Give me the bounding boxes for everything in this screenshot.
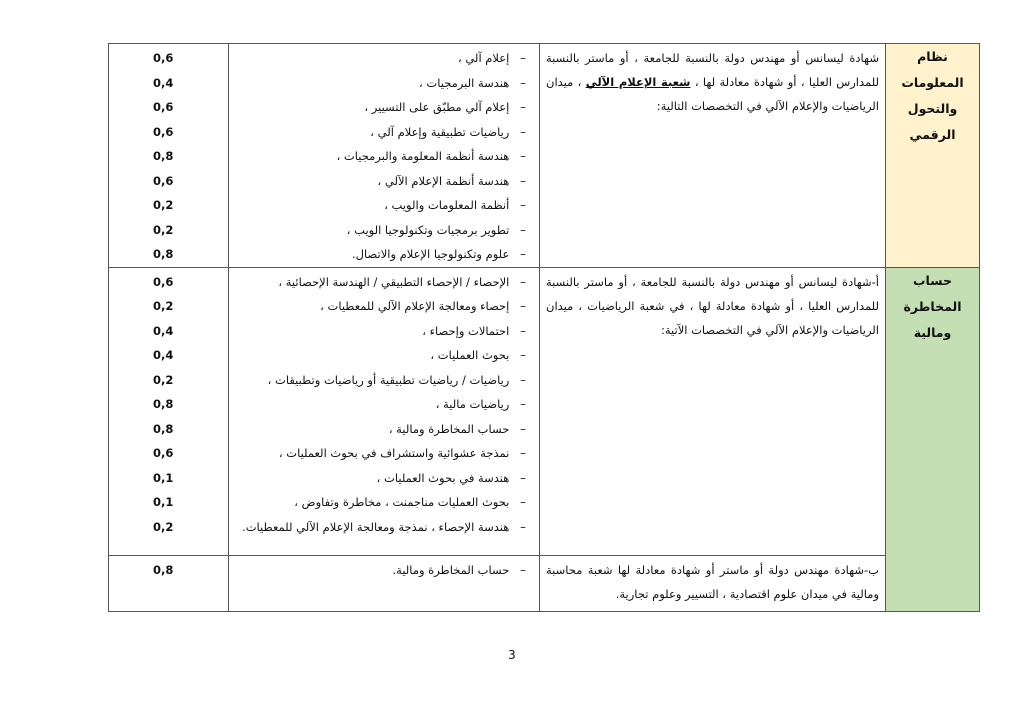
dash: – <box>520 124 526 139</box>
list-item <box>233 441 533 466</box>
coefficient: 0,8 <box>153 397 174 411</box>
specialty-cell <box>886 44 980 268</box>
list-item <box>233 193 533 218</box>
item-label: هندسة البرمجيات ، <box>419 75 510 90</box>
condition-cell <box>540 44 886 268</box>
coefficient-cell <box>109 555 229 611</box>
dash: – <box>520 274 526 289</box>
item-label: حساب المخاطرة ومالية ، <box>388 421 510 436</box>
dash: – <box>520 149 526 163</box>
coefficient: 0,6 <box>153 51 174 65</box>
coefficient: 0,6 <box>153 173 174 188</box>
specialty-name: حساب المخاطرة ومالية <box>903 272 962 340</box>
list-item <box>233 294 533 319</box>
list-item <box>233 558 533 583</box>
list-item <box>233 490 533 515</box>
list-item <box>233 392 533 417</box>
dash: – <box>520 75 526 90</box>
coefficient: 0,6 <box>153 274 174 289</box>
dash: – <box>520 247 526 261</box>
dash: – <box>520 421 526 436</box>
dash: – <box>520 470 526 485</box>
specialties-table <box>108 43 980 612</box>
dash: – <box>520 446 526 460</box>
coefficient: 0,4 <box>153 348 174 362</box>
coefficient: 0,8 <box>153 421 174 436</box>
dash: – <box>520 495 526 509</box>
coefficient-cell <box>109 44 229 268</box>
coefficient: 0,4 <box>153 75 174 90</box>
condition-text: أ-شهادة ليسانس أو مهندس دولة بالنسبة للجامعة ، أو ماستر بالنسبة للمدارس العليا ، أو شهادة معادلة لها ، في شعبة الرياضيات ، ميدان الرياضيات والإعلام الآلي في التخصصات الآتية: <box>546 274 879 337</box>
table-row <box>109 267 980 555</box>
item-label: رياضيات مالية ، <box>435 397 510 411</box>
table-row <box>109 555 980 611</box>
dash: – <box>520 51 526 65</box>
condition-highlight: شعبة الإعلام الآلي <box>585 75 691 89</box>
condition-part: شهادة ليسانس أو مهندس دولة بالنسبة للجامعة ، أو ماستر بالنسبة للمدارس العليا ، أو شهادة معادلة لها ، <box>546 51 879 89</box>
coefficient: 0,2 <box>153 299 174 313</box>
item-label: إعلام آلي مطبّق على التسيير ، <box>364 100 510 114</box>
dash: – <box>520 222 526 237</box>
item-label: بحوث العمليات مناجمنت ، مخاطرة وتفاوض ، <box>294 495 510 509</box>
coefficient: 0,2 <box>153 519 174 534</box>
condition-text: ب-شهادة مهندس دولة أو ماستر أو شهادة معادلة لها شعبة محاسبة ومالية في ميدان علوم اقتصادية ، التسيير وعلوم تجارية. <box>546 562 879 601</box>
list-item <box>233 144 533 169</box>
condition-cell <box>540 555 886 611</box>
list-item <box>233 368 533 393</box>
list-item <box>233 515 533 540</box>
items-cell <box>229 555 540 611</box>
item-label: بحوث العمليات ، <box>430 348 510 362</box>
table-row <box>109 44 980 268</box>
item-label: تطوير برمجيات وتكنولوجيا الويب ، <box>346 222 510 237</box>
coefficient: 0,8 <box>153 247 174 261</box>
dash: – <box>520 397 526 411</box>
coefficient: 0,1 <box>153 470 174 485</box>
dash: – <box>520 323 526 338</box>
dash: – <box>520 173 526 188</box>
list-item <box>233 95 533 120</box>
item-label: احتمالات وإحصاء ، <box>422 323 510 338</box>
dash: – <box>520 348 526 362</box>
dash: – <box>520 299 526 313</box>
page-number: 3 <box>508 648 516 662</box>
coefficient: 0,1 <box>153 495 174 509</box>
items-cell <box>229 267 540 555</box>
item-label: إعلام آلي ، <box>457 51 510 65</box>
list-item <box>233 169 533 194</box>
condition-cell <box>540 267 886 555</box>
list-item <box>233 417 533 442</box>
coefficient: 0,8 <box>153 149 174 163</box>
coefficient: 0,2 <box>153 372 174 387</box>
list-item <box>233 242 533 267</box>
item-label: حساب المخاطرة ومالية. <box>392 562 510 577</box>
dash: – <box>520 100 526 114</box>
item-label: أنظمة المعلومات والويب ، <box>384 198 510 212</box>
dash: – <box>520 519 526 534</box>
item-label: الإحصاء / الإحصاء التطبيقي / الهندسة الإحصائية ، <box>278 274 510 289</box>
coefficient: 0,6 <box>153 446 174 460</box>
dash: – <box>520 372 526 387</box>
items-cell <box>229 44 540 268</box>
item-label: هندسة أنظمة المعلومة والبرمجيات ، <box>336 149 510 163</box>
item-label: رياضيات تطبيقية وإعلام آلي ، <box>370 124 510 139</box>
list-item <box>233 218 533 243</box>
coefficient: 0,6 <box>153 100 174 114</box>
item-label: نمذجة عشوائية واستشراف في بحوث العمليات ، <box>278 446 510 460</box>
item-label: هندسة أنظمة الإعلام الآلي ، <box>377 173 510 188</box>
coefficient: 0,2 <box>153 222 174 237</box>
coefficient: 0,2 <box>153 198 174 212</box>
list-item <box>233 343 533 368</box>
item-label: هندسة الإحصاء ، نمذجة ومعالجة الإعلام الآلي للمعطيات. <box>242 519 510 534</box>
dash: – <box>520 198 526 212</box>
list-item <box>233 466 533 491</box>
list-item <box>233 270 533 295</box>
list-item <box>233 319 533 344</box>
coefficient-cell <box>109 267 229 555</box>
specialty-cell <box>886 267 980 611</box>
condition-text <box>540 44 885 118</box>
coefficient: 0,6 <box>153 124 174 139</box>
dash: – <box>520 562 526 577</box>
list-item <box>233 71 533 96</box>
coefficient: 0,4 <box>153 323 174 338</box>
item-label: هندسة في بحوث العمليات ، <box>376 470 510 485</box>
item-label: علوم وتكنولوجيا الإعلام والاتصال. <box>352 247 510 261</box>
item-label: رياضيات / رياضيات تطبيقية أو رياضيات وتطبيقات ، <box>267 372 510 387</box>
specialty-name: نظام المعلومات والتحول الرقمي <box>901 49 964 142</box>
condition-part: ، ميدان الرياضيات والإعلام الآلي في التخصصات التالية: <box>546 75 879 113</box>
list-item <box>233 46 533 71</box>
item-label: إحصاء ومعالجة الإعلام الآلي للمعطيات ، <box>320 299 510 313</box>
coefficient: 0,8 <box>153 562 174 577</box>
list-item <box>233 120 533 145</box>
